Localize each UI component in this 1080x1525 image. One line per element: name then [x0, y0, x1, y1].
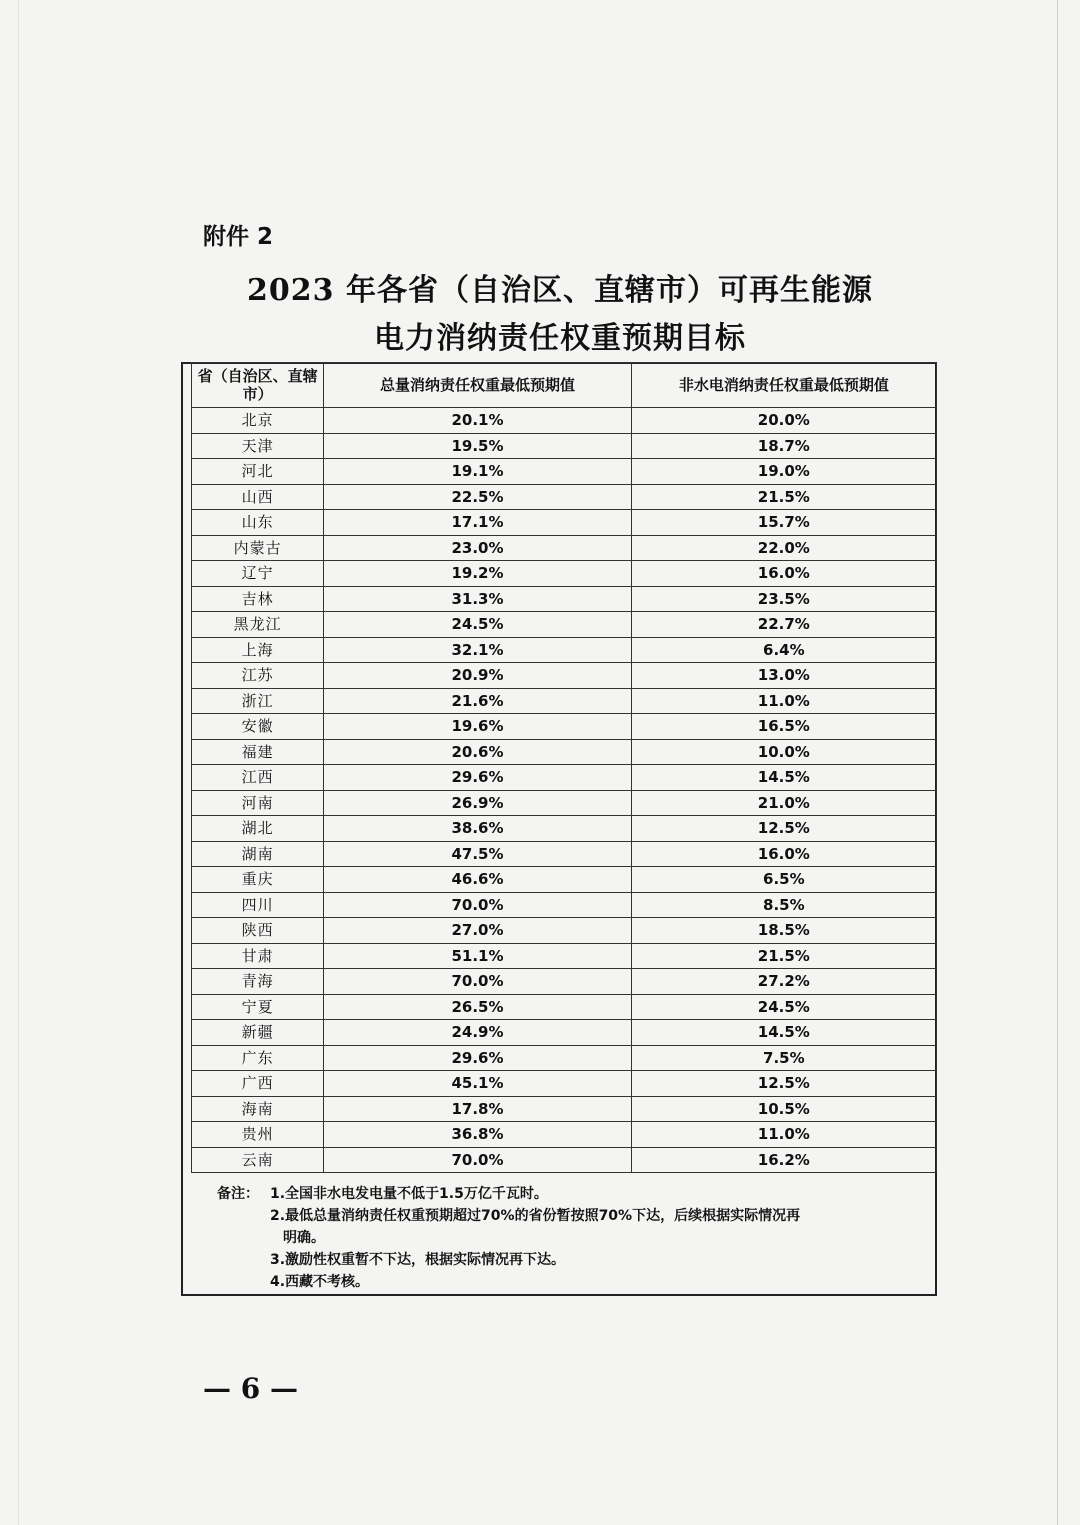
cell-province: 甘肃 [192, 943, 324, 969]
cell-province: 天津 [192, 433, 324, 459]
table-row [192, 892, 937, 918]
cell-total-weight: 19.6% [324, 714, 631, 740]
cell-province: 广西 [192, 1071, 324, 1097]
table-row [192, 739, 937, 765]
table-row [192, 688, 937, 714]
table-row [192, 510, 937, 536]
cell-nonhydro-weight: 6.4% [631, 637, 936, 663]
cell-province: 河南 [192, 790, 324, 816]
cell-nonhydro-weight: 22.7% [631, 612, 936, 638]
cell-province: 山西 [192, 484, 324, 510]
table-row [192, 535, 937, 561]
note-item-4: 4.西藏不考核。 [270, 1274, 370, 1290]
table-row [192, 1096, 937, 1122]
cell-province: 贵州 [192, 1122, 324, 1148]
cell-total-weight: 17.8% [324, 1096, 631, 1122]
notes-block [217, 1183, 917, 1293]
table-row [192, 765, 937, 791]
cell-total-weight: 19.5% [324, 433, 631, 459]
cell-nonhydro-weight: 16.0% [631, 841, 936, 867]
cell-total-weight: 24.5% [324, 612, 631, 638]
cell-total-weight: 31.3% [324, 586, 631, 612]
note-item-2-cont: 明确。 [283, 1230, 325, 1246]
cell-nonhydro-weight: 24.5% [631, 994, 936, 1020]
table-row [192, 1045, 937, 1071]
cell-total-weight: 45.1% [324, 1071, 631, 1097]
cell-province: 重庆 [192, 867, 324, 893]
table-row [192, 586, 937, 612]
table-row [192, 561, 937, 587]
table-row [192, 1020, 937, 1046]
table-body [192, 408, 937, 1173]
cell-nonhydro-weight: 23.5% [631, 586, 936, 612]
cell-province: 吉林 [192, 586, 324, 612]
table-row [192, 408, 937, 434]
cell-nonhydro-weight: 10.0% [631, 739, 936, 765]
cell-province: 河北 [192, 459, 324, 485]
cell-total-weight: 26.5% [324, 994, 631, 1020]
cell-total-weight: 38.6% [324, 816, 631, 842]
cell-province: 黑龙江 [192, 612, 324, 638]
cell-nonhydro-weight: 13.0% [631, 663, 936, 689]
cell-total-weight: 20.9% [324, 663, 631, 689]
cell-total-weight: 70.0% [324, 892, 631, 918]
cell-nonhydro-weight: 6.5% [631, 867, 936, 893]
cell-total-weight: 51.1% [324, 943, 631, 969]
cell-nonhydro-weight: 8.5% [631, 892, 936, 918]
table-row [192, 714, 937, 740]
cell-province: 青海 [192, 969, 324, 995]
table-row [192, 841, 937, 867]
cell-nonhydro-weight: 21.5% [631, 943, 936, 969]
page-number: — 6 — [203, 1372, 298, 1405]
table-row [192, 1122, 937, 1148]
cell-province: 江苏 [192, 663, 324, 689]
cell-nonhydro-weight: 7.5% [631, 1045, 936, 1071]
header-province: 省（自治区、直辖市） [192, 363, 324, 408]
cell-nonhydro-weight: 12.5% [631, 1071, 936, 1097]
cell-total-weight: 70.0% [324, 1147, 631, 1173]
cell-nonhydro-weight: 11.0% [631, 1122, 936, 1148]
table-row [192, 867, 937, 893]
cell-nonhydro-weight: 18.5% [631, 918, 936, 944]
cell-province: 广东 [192, 1045, 324, 1071]
cell-province: 浙江 [192, 688, 324, 714]
table-row [192, 484, 937, 510]
cell-total-weight: 20.6% [324, 739, 631, 765]
cell-nonhydro-weight: 10.5% [631, 1096, 936, 1122]
cell-nonhydro-weight: 18.7% [631, 433, 936, 459]
cell-total-weight: 32.1% [324, 637, 631, 663]
cell-nonhydro-weight: 16.5% [631, 714, 936, 740]
cell-nonhydro-weight: 12.5% [631, 816, 936, 842]
cell-province: 江西 [192, 765, 324, 791]
cell-total-weight: 29.6% [324, 765, 631, 791]
note-item-2: 2.最低总量消纳责任权重预期超过70%的省份暂按照70%下达，后续根据实际情况再 [270, 1208, 801, 1224]
cell-province: 湖南 [192, 841, 324, 867]
document-title-line1: 2023 年各省（自治区、直辖市）可再生能源 [247, 273, 873, 308]
cell-province: 内蒙古 [192, 535, 324, 561]
cell-total-weight: 46.6% [324, 867, 631, 893]
table-header-row [192, 363, 937, 408]
cell-province: 北京 [192, 408, 324, 434]
cell-total-weight: 24.9% [324, 1020, 631, 1046]
notes-label: 备注： [217, 1186, 259, 1202]
cell-total-weight: 17.1% [324, 510, 631, 536]
table-row [192, 433, 937, 459]
cell-province: 陕西 [192, 918, 324, 944]
cell-province: 上海 [192, 637, 324, 663]
cell-nonhydro-weight: 20.0% [631, 408, 936, 434]
cell-total-weight: 21.6% [324, 688, 631, 714]
table-row [192, 1147, 937, 1173]
header-nonhydro-weight: 非水电消纳责任权重最低预期值 [631, 363, 936, 408]
cell-nonhydro-weight: 16.2% [631, 1147, 936, 1173]
table-row [192, 1071, 937, 1097]
cell-province: 宁夏 [192, 994, 324, 1020]
table-row [192, 969, 937, 995]
cell-nonhydro-weight: 19.0% [631, 459, 936, 485]
cell-nonhydro-weight: 21.0% [631, 790, 936, 816]
cell-nonhydro-weight: 11.0% [631, 688, 936, 714]
cell-nonhydro-weight: 15.7% [631, 510, 936, 536]
cell-province: 四川 [192, 892, 324, 918]
table-row [192, 816, 937, 842]
cell-province: 海南 [192, 1096, 324, 1122]
cell-province: 安徽 [192, 714, 324, 740]
cell-nonhydro-weight: 16.0% [631, 561, 936, 587]
table-row [192, 994, 937, 1020]
cell-nonhydro-weight: 14.5% [631, 1020, 936, 1046]
cell-total-weight: 22.5% [324, 484, 631, 510]
targets-table [191, 362, 937, 1173]
table-row [192, 459, 937, 485]
cell-total-weight: 70.0% [324, 969, 631, 995]
table-row [192, 790, 937, 816]
attachment-label: 附件 2 [203, 224, 274, 250]
cell-total-weight: 20.1% [324, 408, 631, 434]
cell-province: 福建 [192, 739, 324, 765]
cell-nonhydro-weight: 14.5% [631, 765, 936, 791]
cell-nonhydro-weight: 22.0% [631, 535, 936, 561]
table-row [192, 663, 937, 689]
table-row [192, 918, 937, 944]
note-item-3: 3.激励性权重暂不下达，根据实际情况再下达。 [270, 1252, 566, 1268]
table-row [192, 943, 937, 969]
scan-edge-right [1057, 0, 1058, 1525]
cell-province: 云南 [192, 1147, 324, 1173]
cell-province: 湖北 [192, 816, 324, 842]
cell-total-weight: 19.1% [324, 459, 631, 485]
cell-total-weight: 47.5% [324, 841, 631, 867]
cell-total-weight: 36.8% [324, 1122, 631, 1148]
document-title-line2: 电力消纳责任权重预期目标 [374, 321, 746, 356]
table-row [192, 637, 937, 663]
cell-province: 辽宁 [192, 561, 324, 587]
table-row [192, 612, 937, 638]
cell-total-weight: 27.0% [324, 918, 631, 944]
cell-total-weight: 26.9% [324, 790, 631, 816]
cell-total-weight: 23.0% [324, 535, 631, 561]
cell-province: 新疆 [192, 1020, 324, 1046]
cell-total-weight: 19.2% [324, 561, 631, 587]
cell-nonhydro-weight: 21.5% [631, 484, 936, 510]
cell-province: 山东 [192, 510, 324, 536]
header-total-weight: 总量消纳责任权重最低预期值 [324, 363, 631, 408]
scan-edge-left [18, 0, 19, 1525]
note-item-1: 1.全国非水电发电量不低于1.5万亿千瓦时。 [270, 1186, 548, 1202]
cell-total-weight: 29.6% [324, 1045, 631, 1071]
cell-nonhydro-weight: 27.2% [631, 969, 936, 995]
